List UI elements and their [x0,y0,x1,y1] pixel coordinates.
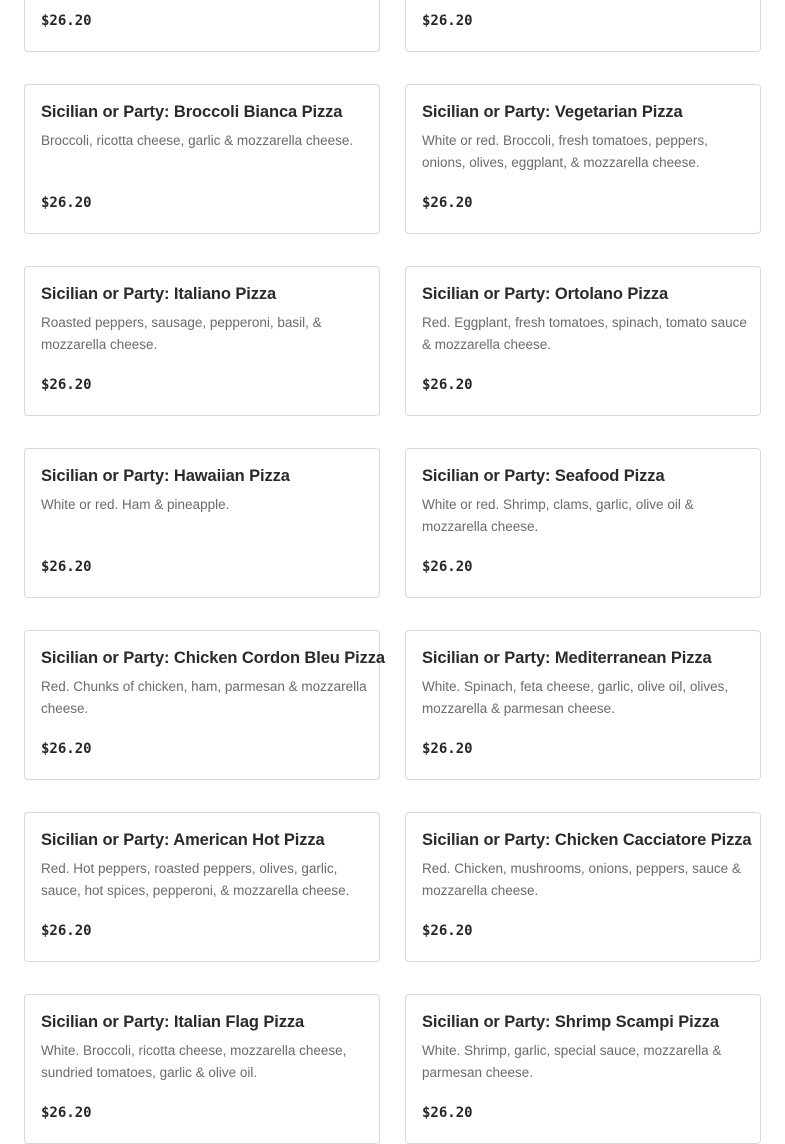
menu-item-description: Red. Chicken, mushrooms, onions, peppers, sauce & mozzarella cheese. [422,861,741,898]
menu-item-title: Sicilian or Party: Ortolano Pizza [422,285,669,303]
menu-item-card[interactable] [24,0,380,52]
menu-item-description: White. Broccoli, ricotta cheese, mozzarella cheese, sundried tomatoes, garlic & olive oil. [41,1043,347,1080]
menu-item-description: White. Spinach, feta cheese, garlic, olive oil, olives, mozzarella & parmesan cheese. [422,679,729,716]
menu-item-title: Sicilian or Party: Broccoli Bianca Pizza [41,103,343,121]
menu-item-price: $26.20 [422,741,473,757]
menu-item-card[interactable] [405,994,761,1144]
menu-item-description: Roasted peppers, sausage, pepperoni, basil, & mozzarella cheese. [41,315,322,352]
menu-item-price: $26.20 [422,377,473,393]
menu-item-title: Sicilian or Party: Vegetarian Pizza [422,103,683,121]
menu-item-description: Red. Eggplant, fresh tomatoes, spinach, tomato sauce & mozzarella cheese. [422,315,747,352]
menu-item-price: $26.20 [422,1105,473,1121]
menu-item-title: Sicilian or Party: Hawaiian Pizza [41,467,290,485]
menu-item-price: $26.20 [41,559,92,575]
menu-item-description: Red. Chunks of chicken, ham, parmesan & mozzarella cheese. [41,679,367,716]
menu-item-card[interactable] [405,84,761,234]
menu-item-description: White or red. Shrimp, clams, garlic, olive oil & mozzarella cheese. [422,497,694,534]
menu-item-card[interactable] [405,812,761,962]
menu-item-price: $26.20 [41,13,92,29]
menu-item-card[interactable] [405,630,761,780]
menu-item-price: $26.20 [41,377,92,393]
menu-item-price: $26.20 [41,195,92,211]
menu-item-description: White or red. Broccoli, fresh tomatoes, peppers, onions, olives, eggplant, & mozzarella cheese. [422,133,708,170]
menu-item-description: Broccoli, ricotta cheese, garlic & mozzarella cheese. [41,133,354,148]
menu-item-title: Sicilian or Party: Seafood Pizza [422,467,665,485]
menu-item-title: Sicilian or Party: Chicken Cordon Bleu Pizza [41,649,386,667]
menu-item-price: $26.20 [422,195,473,211]
menu-item-price: $26.20 [422,923,473,939]
menu-item-description: Red. Hot peppers, roasted peppers, olives, garlic, sauce, hot spices, pepperoni, & mozzarella cheese. [41,861,350,898]
menu-item-price: $26.20 [41,923,92,939]
menu-item-title: Sicilian or Party: Shrimp Scampi Pizza [422,1013,719,1031]
menu-item-card[interactable] [24,630,386,780]
menu-item-card[interactable] [24,812,380,962]
menu-item-price: $26.20 [422,13,473,29]
menu-item-card[interactable] [405,0,761,52]
menu-item-title: Sicilian or Party: American Hot Pizza [41,831,325,849]
menu-item-card[interactable] [24,448,380,598]
menu-item-title: Sicilian or Party: Chicken Cacciatore Pizza [422,831,752,849]
menu-item-card[interactable] [405,266,761,416]
menu-item-card[interactable] [24,84,380,234]
menu-item-description: White. Shrimp, garlic, special sauce, mozzarella & parmesan cheese. [422,1043,722,1080]
menu-item-card[interactable] [24,994,380,1144]
menu-item-title: Sicilian or Party: Italian Flag Pizza [41,1013,305,1031]
menu-item-price: $26.20 [41,741,92,757]
menu-item-title: Sicilian or Party: Mediterranean Pizza [422,649,712,667]
menu-item-card[interactable] [24,266,380,416]
menu-item-title: Sicilian or Party: Italiano Pizza [41,285,277,303]
menu-item-price: $26.20 [422,559,473,575]
menu-item-price: $26.20 [41,1105,92,1121]
menu-item-card[interactable] [405,448,761,598]
menu-item-description: White or red. Ham & pineapple. [41,497,230,512]
menu-item-grid [24,0,761,1144]
